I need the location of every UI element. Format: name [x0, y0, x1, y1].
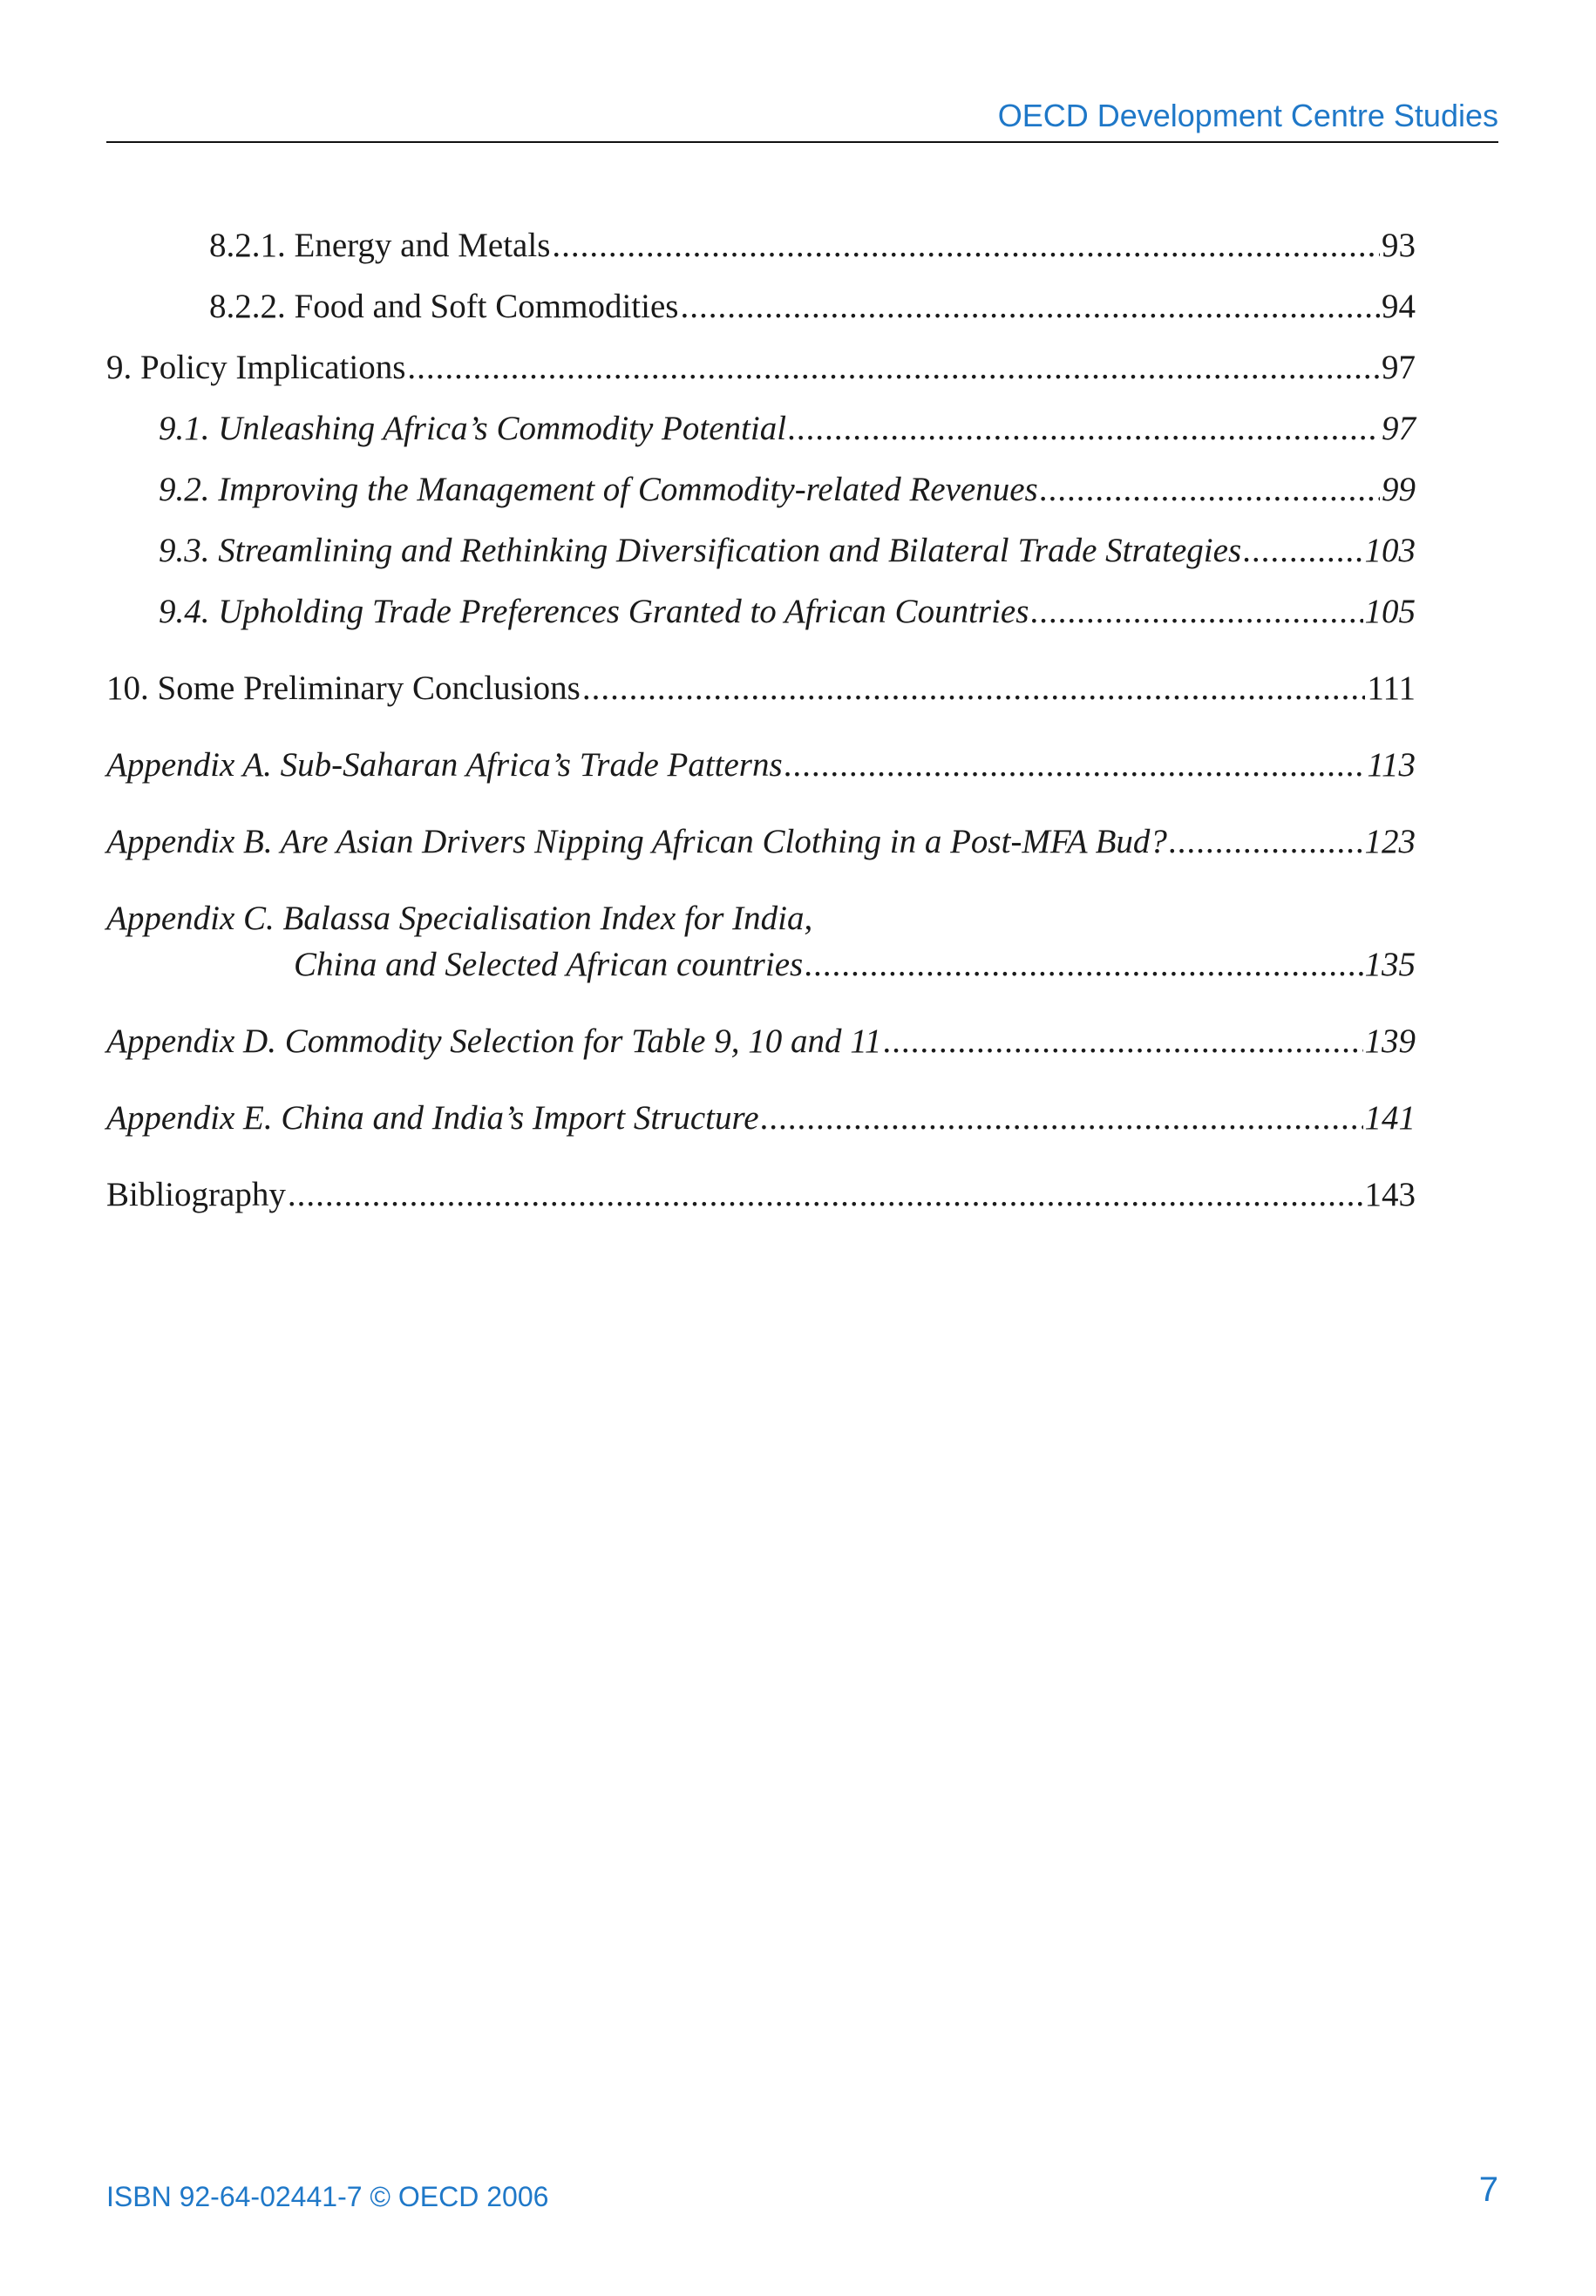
toc-entry-continuation-row — [106, 944, 1416, 986]
toc-entry-8-2-2[interactable] — [106, 286, 1416, 328]
toc-entry-page: 141 — [1364, 1099, 1416, 1137]
toc-entry-9-1[interactable] — [106, 408, 1416, 450]
toc-entry-9-3[interactable] — [106, 530, 1416, 572]
toc-entry-title: Appendix B. Are Asian Drivers Nipping African Clothing in a Post-MFA Bud? — [106, 823, 1167, 860]
toc-entry-page: 123 — [1364, 823, 1416, 860]
toc-entry-title: 10. Some Preliminary Conclusions — [106, 669, 581, 707]
toc-entry-title: 9. Policy Implications — [106, 349, 406, 386]
toc-entry-page: 135 — [1364, 946, 1416, 983]
dot-leader — [552, 225, 1380, 267]
toc-entry-title: 9.3. Streamlining and Rethinking Diversification and Bilateral Trade Strategies — [159, 532, 1242, 569]
toc-entry-continuation: China and Selected African countries — [294, 946, 804, 983]
toc-entry-title: Appendix C. Balassa Specialisation Index for India, — [106, 900, 813, 937]
toc-entry-page: 99 — [1382, 471, 1416, 508]
toc-entry-title: Appendix D. Commodity Selection for Table 9, 10 and 11 — [106, 1022, 882, 1060]
toc-entry-page: 139 — [1364, 1022, 1416, 1060]
toc-entry-page: 97 — [1382, 410, 1416, 447]
toc-entry-appendix-e[interactable] — [106, 1097, 1416, 1139]
toc-entry-title: 9.2. Improving the Management of Commodity-related Revenues — [159, 471, 1038, 508]
toc-entry-9[interactable] — [106, 347, 1416, 389]
dot-leader — [407, 347, 1380, 389]
isbn-copyright: ISBN 92-64-02441-7 © OECD 2006 — [106, 2181, 549, 2212]
page-number: 7 — [1478, 2170, 1498, 2209]
toc-entry-page: 105 — [1364, 593, 1416, 630]
toc-entry-title: 8.2.2. Food and Soft Commodities — [209, 288, 679, 325]
dot-leader — [1030, 591, 1362, 633]
dot-leader — [1169, 821, 1363, 863]
toc-entry-bibliography[interactable] — [106, 1174, 1416, 1216]
toc-entry-title: 9.1. Unleashing Africa’s Commodity Potential — [159, 410, 787, 447]
dot-leader — [1040, 469, 1380, 511]
dot-leader — [1243, 530, 1362, 572]
toc-entry-9-2[interactable] — [106, 469, 1416, 511]
toc-entry-title: Appendix A. Sub-Saharan Africa’s Trade Patterns — [106, 746, 783, 784]
toc-entry-page: 93 — [1382, 227, 1416, 264]
header-divider — [106, 141, 1498, 143]
dot-leader — [761, 1097, 1363, 1139]
dot-leader — [288, 1174, 1363, 1216]
toc-entry-title: Appendix E. China and India’s Import Structure — [106, 1099, 759, 1137]
dot-leader — [680, 286, 1380, 328]
toc-entry-9-4[interactable] — [106, 591, 1416, 633]
toc-entry-8-2-1[interactable] — [106, 225, 1416, 267]
toc-entry-page: 143 — [1364, 1176, 1416, 1213]
toc-entry-page: 103 — [1364, 532, 1416, 569]
dot-leader — [784, 744, 1366, 786]
toc-entry-title: 9.4. Upholding Trade Preferences Granted to African Countries — [159, 593, 1029, 630]
dot-leader — [883, 1021, 1362, 1063]
dot-leader — [582, 668, 1366, 710]
toc-entry-10[interactable] — [106, 668, 1416, 710]
toc-entry-page: 113 — [1367, 746, 1416, 784]
series-title: OECD Development Centre Studies — [997, 98, 1498, 133]
toc-entry-appendix-a[interactable] — [106, 744, 1416, 786]
toc-entry-title: Bibliography — [106, 1176, 286, 1213]
toc-entry-appendix-d[interactable] — [106, 1021, 1416, 1063]
toc-entry-page: 94 — [1382, 288, 1416, 325]
toc-entry-page: 111 — [1367, 669, 1416, 707]
dot-leader — [805, 944, 1362, 986]
dot-leader — [788, 408, 1380, 450]
toc-entry-title: 8.2.1. Energy and Metals — [209, 227, 551, 264]
toc-entry-page: 97 — [1382, 349, 1416, 386]
toc-entry-appendix-b[interactable] — [106, 821, 1416, 863]
